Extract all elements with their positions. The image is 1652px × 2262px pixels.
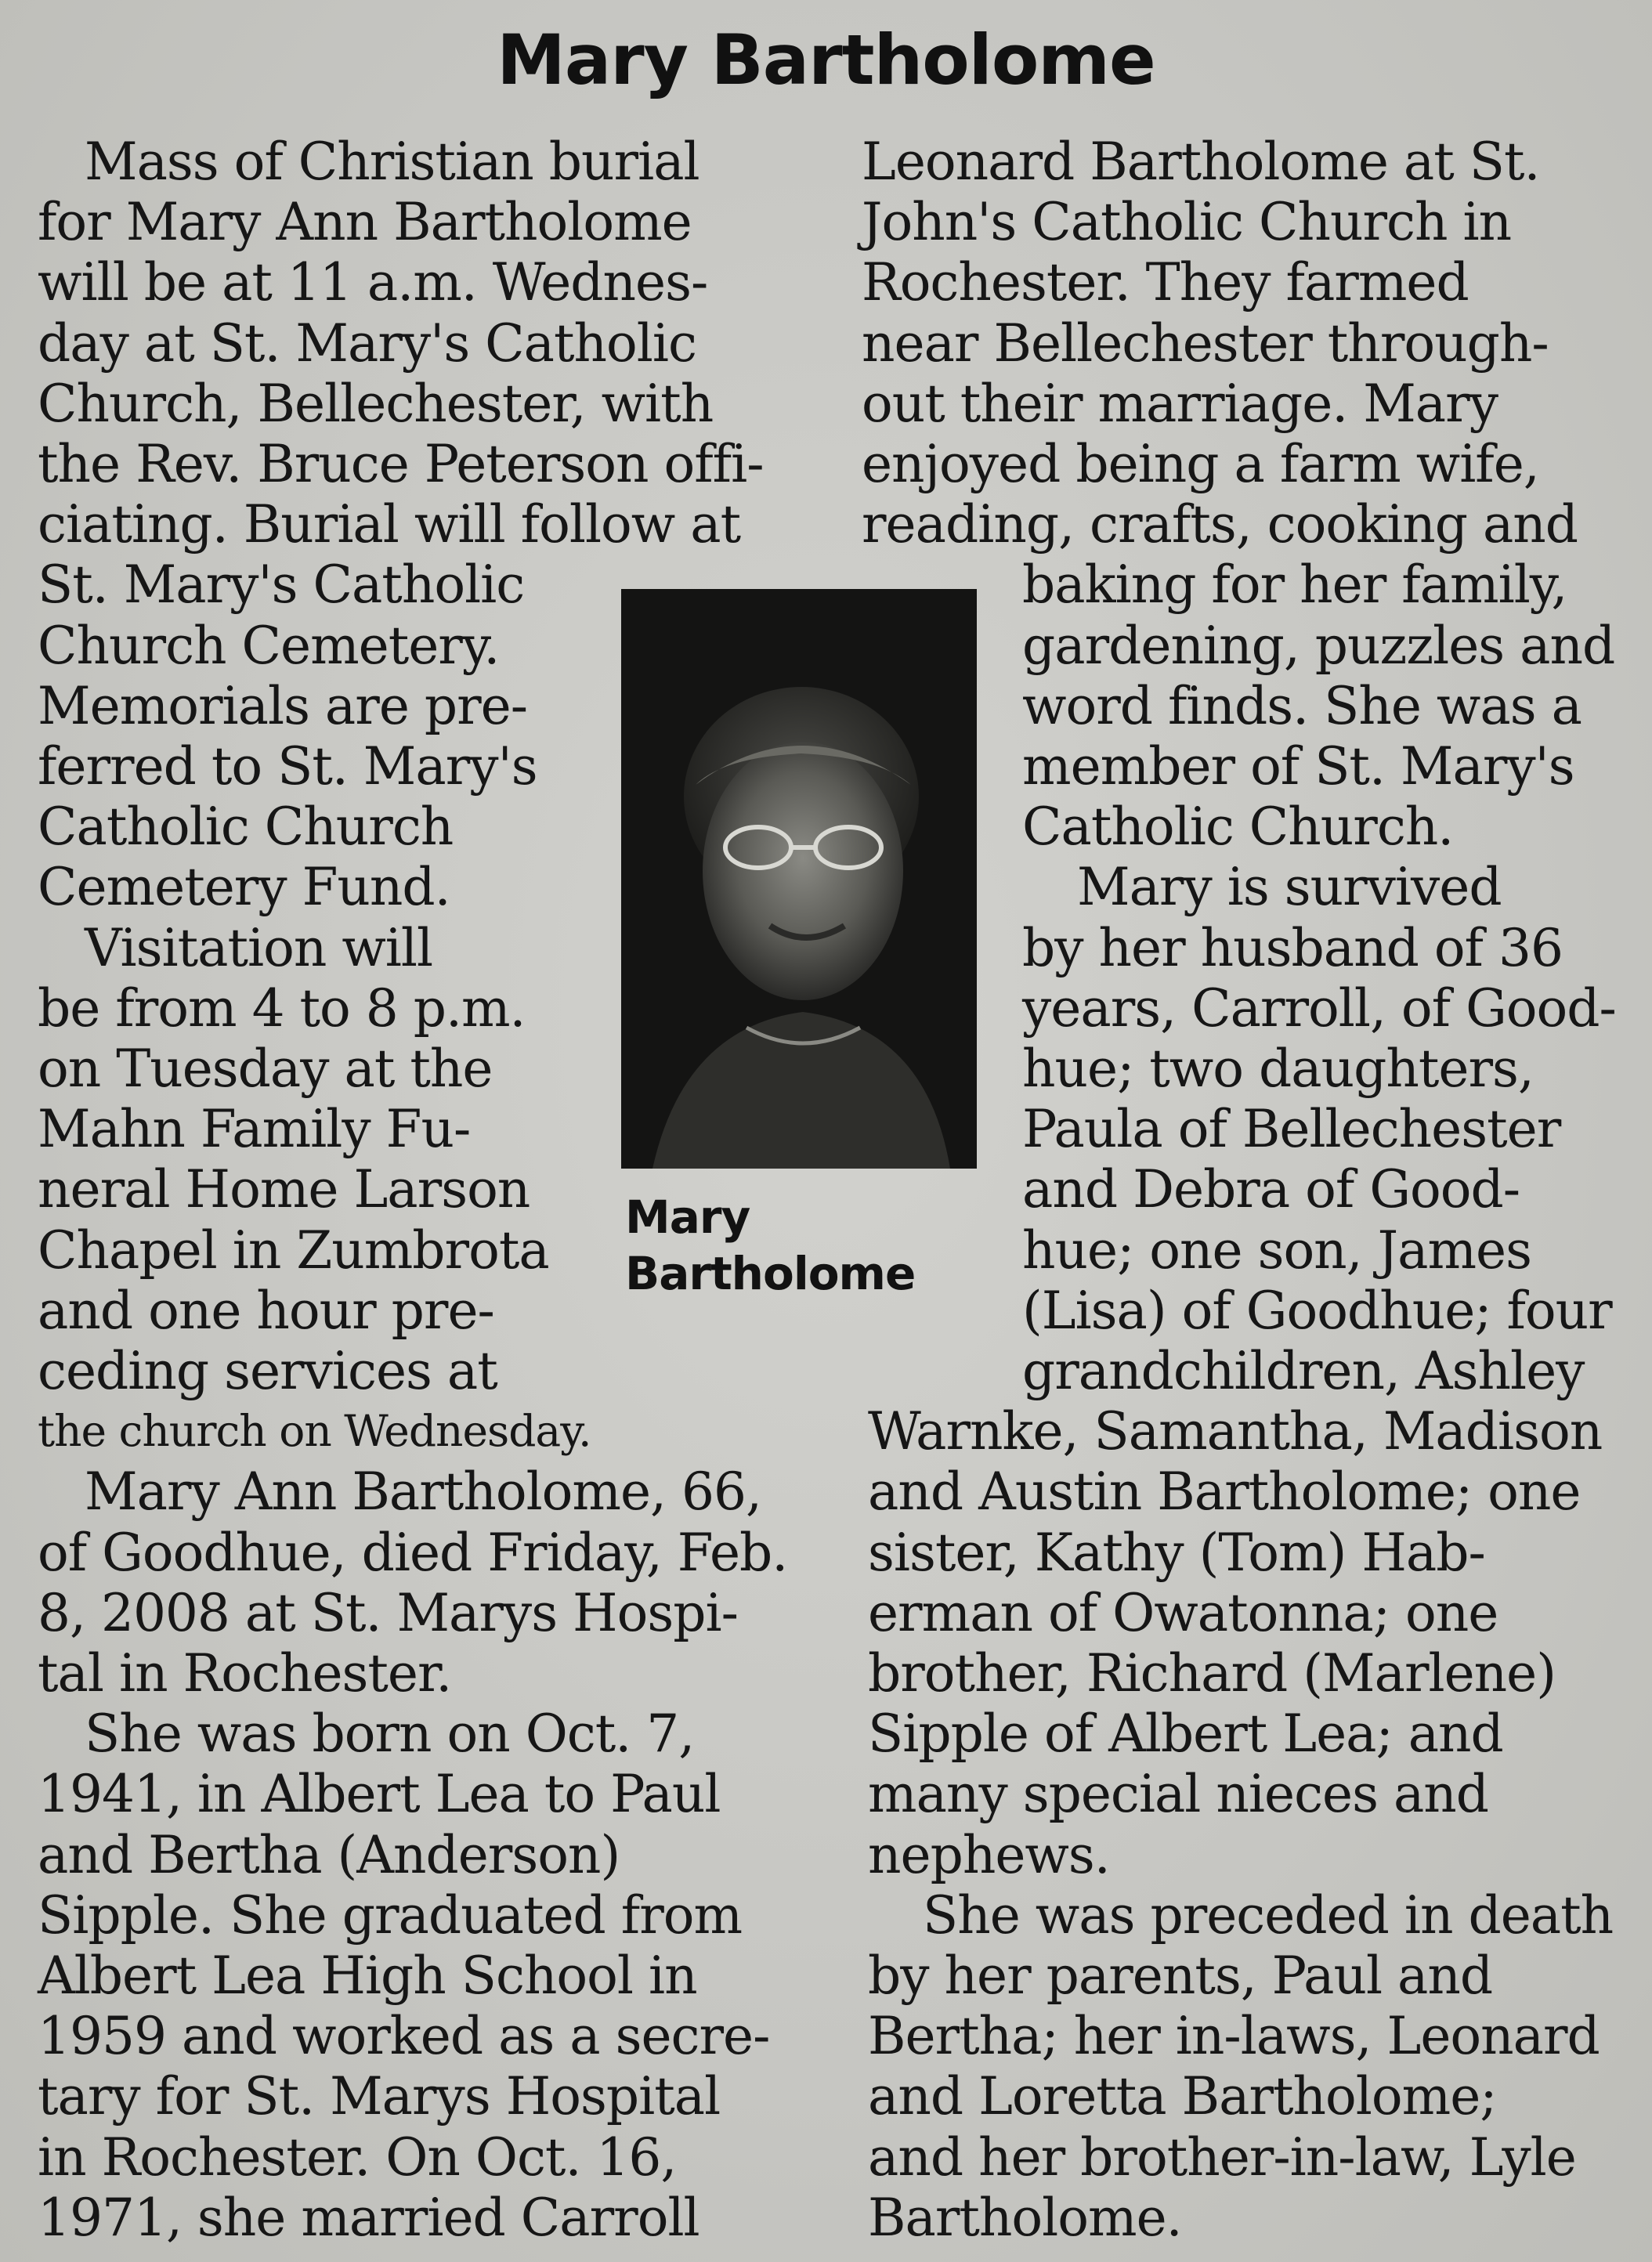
right-column-line: by her husband of 36 (1022, 917, 1563, 978)
left-column-line: She was born on Oct. 7, (85, 1704, 695, 1765)
right-column-line: Mary is survived (1077, 857, 1502, 918)
left-column-line: for Mary Ann Bartholome (38, 192, 692, 253)
left-column-line: on Tuesday at the (38, 1039, 493, 1099)
left-column-line: 1941, in Albert Lea to Paul (38, 1764, 721, 1825)
left-column-line: Cemetery Fund. (38, 857, 450, 918)
right-column-line: sister, Kathy (Tom) Hab- (868, 1522, 1485, 1583)
left-column-line: of Goodhue, died Friday, Feb. (38, 1522, 788, 1583)
left-column-line: in Rochester. On Oct. 16, (38, 2126, 677, 2188)
left-column-line: day at St. Mary's Catholic (38, 313, 696, 374)
right-column-line: years, Carroll, of Good- (1022, 977, 1616, 1039)
left-column-line: ceding services at (38, 1341, 497, 1401)
right-column-line: Warnke, Samantha, Madison (868, 1401, 1603, 1462)
right-column-line: John's Catholic Church in (862, 192, 1512, 253)
portrait-image (621, 589, 977, 1169)
left-column-line: 1959 and worked as a secre- (38, 2006, 770, 2067)
right-column-line: Bertha; her in-laws, Leonard (868, 2006, 1600, 2067)
left-column-line: neral Home Larson (38, 1159, 530, 1220)
right-column-line: and Austin Bartholome; one (868, 1462, 1581, 1523)
left-column-line: 1971, she married Carroll (38, 2187, 699, 2248)
left-column-line: tary for St. Marys Hospital (38, 2066, 721, 2127)
right-column-line: erman of Owatonna; one (868, 1582, 1498, 1643)
left-column-line: Visitation will (85, 917, 433, 978)
right-column-line: hue; one son, James (1022, 1220, 1531, 1281)
right-column-line: Bartholome. (868, 2187, 1182, 2248)
left-column-line: 8, 2008 at St. Marys Hospi- (38, 1582, 738, 1643)
right-column-line: by her parents, Paul and (868, 1946, 1493, 2006)
right-column-line: and her brother-in-law, Lyle (868, 2126, 1576, 2188)
right-column-line: and Debra of Good- (1022, 1159, 1520, 1220)
right-column-line: She was preceded in death (923, 1884, 1614, 1946)
left-column-line: Memorials are pre- (38, 675, 528, 736)
left-column-line: Catholic Church (38, 797, 454, 858)
photo-caption (625, 1189, 915, 1302)
left-column-line: Church Cemetery. (38, 615, 500, 676)
right-column-line: gardening, puzzles and (1022, 615, 1615, 676)
portrait-photo (621, 589, 977, 1169)
right-column-line: out their marriage. Mary (862, 373, 1498, 434)
left-column-line: Albert Lea High School in (38, 1946, 697, 2006)
left-column-line: ferred to St. Mary's (38, 736, 537, 797)
right-column-line: Leonard Bartholome at St. (862, 132, 1540, 192)
right-column-line: enjoyed being a farm wife, (862, 434, 1539, 494)
right-column-line: many special nieces and (868, 1764, 1489, 1825)
right-column-line: Rochester. They farmed (862, 252, 1469, 313)
right-column-line: hue; two daughters, (1022, 1039, 1534, 1099)
left-column-line: Sipple. She graduated from (38, 1884, 743, 1946)
right-column-line: word finds. She was a (1022, 675, 1582, 736)
left-column-line: and Bertha (Anderson) (38, 1824, 620, 1885)
left-column-line: will be at 11 a.m. Wednes- (38, 252, 708, 313)
right-column-line: Sipple of Albert Lea; and (868, 1704, 1503, 1765)
right-column-line: Catholic Church. (1022, 797, 1454, 858)
right-column-line: grandchildren, Ashley (1022, 1341, 1585, 1401)
left-column-line: the Rev. Bruce Peterson offi- (38, 434, 764, 494)
right-column-line: Paula of Bellechester (1022, 1099, 1561, 1160)
left-column-line: the church on Wednesday. (38, 1406, 591, 1457)
left-column-line: Mary Ann Bartholome, 66, (85, 1462, 761, 1523)
right-column-line: and Loretta Bartholome; (868, 2066, 1497, 2127)
left-column-line: Mass of Christian burial (85, 132, 699, 192)
left-column-line: tal in Rochester. (38, 1643, 452, 1704)
right-column-line: baking for her family, (1022, 555, 1567, 616)
headline: Mary Bartholome (497, 20, 1155, 100)
right-column-line: (Lisa) of Goodhue; four (1022, 1280, 1612, 1341)
right-column-line: brother, Richard (Marlene) (868, 1643, 1556, 1704)
caption-line-2: Bartholome (625, 1247, 916, 1300)
left-column-line: ciating. Burial will follow at (38, 494, 741, 555)
caption-line-1: Mary (625, 1191, 750, 1244)
left-column-line: Church, Bellechester, with (38, 373, 714, 434)
right-column-line: member of St. Mary's (1022, 736, 1574, 797)
left-column-line: Chapel in Zumbrota (38, 1220, 549, 1281)
left-column-line: St. Mary's Catholic (38, 555, 525, 616)
right-column-line: nephews. (868, 1824, 1110, 1885)
left-column-line: be from 4 to 8 p.m. (38, 977, 526, 1039)
left-column-line: and one hour pre- (38, 1280, 494, 1341)
left-column-line: Mahn Family Fu- (38, 1099, 471, 1160)
right-column-line: reading, crafts, cooking and (862, 494, 1578, 555)
right-column-line: near Bellechester through- (862, 313, 1549, 374)
